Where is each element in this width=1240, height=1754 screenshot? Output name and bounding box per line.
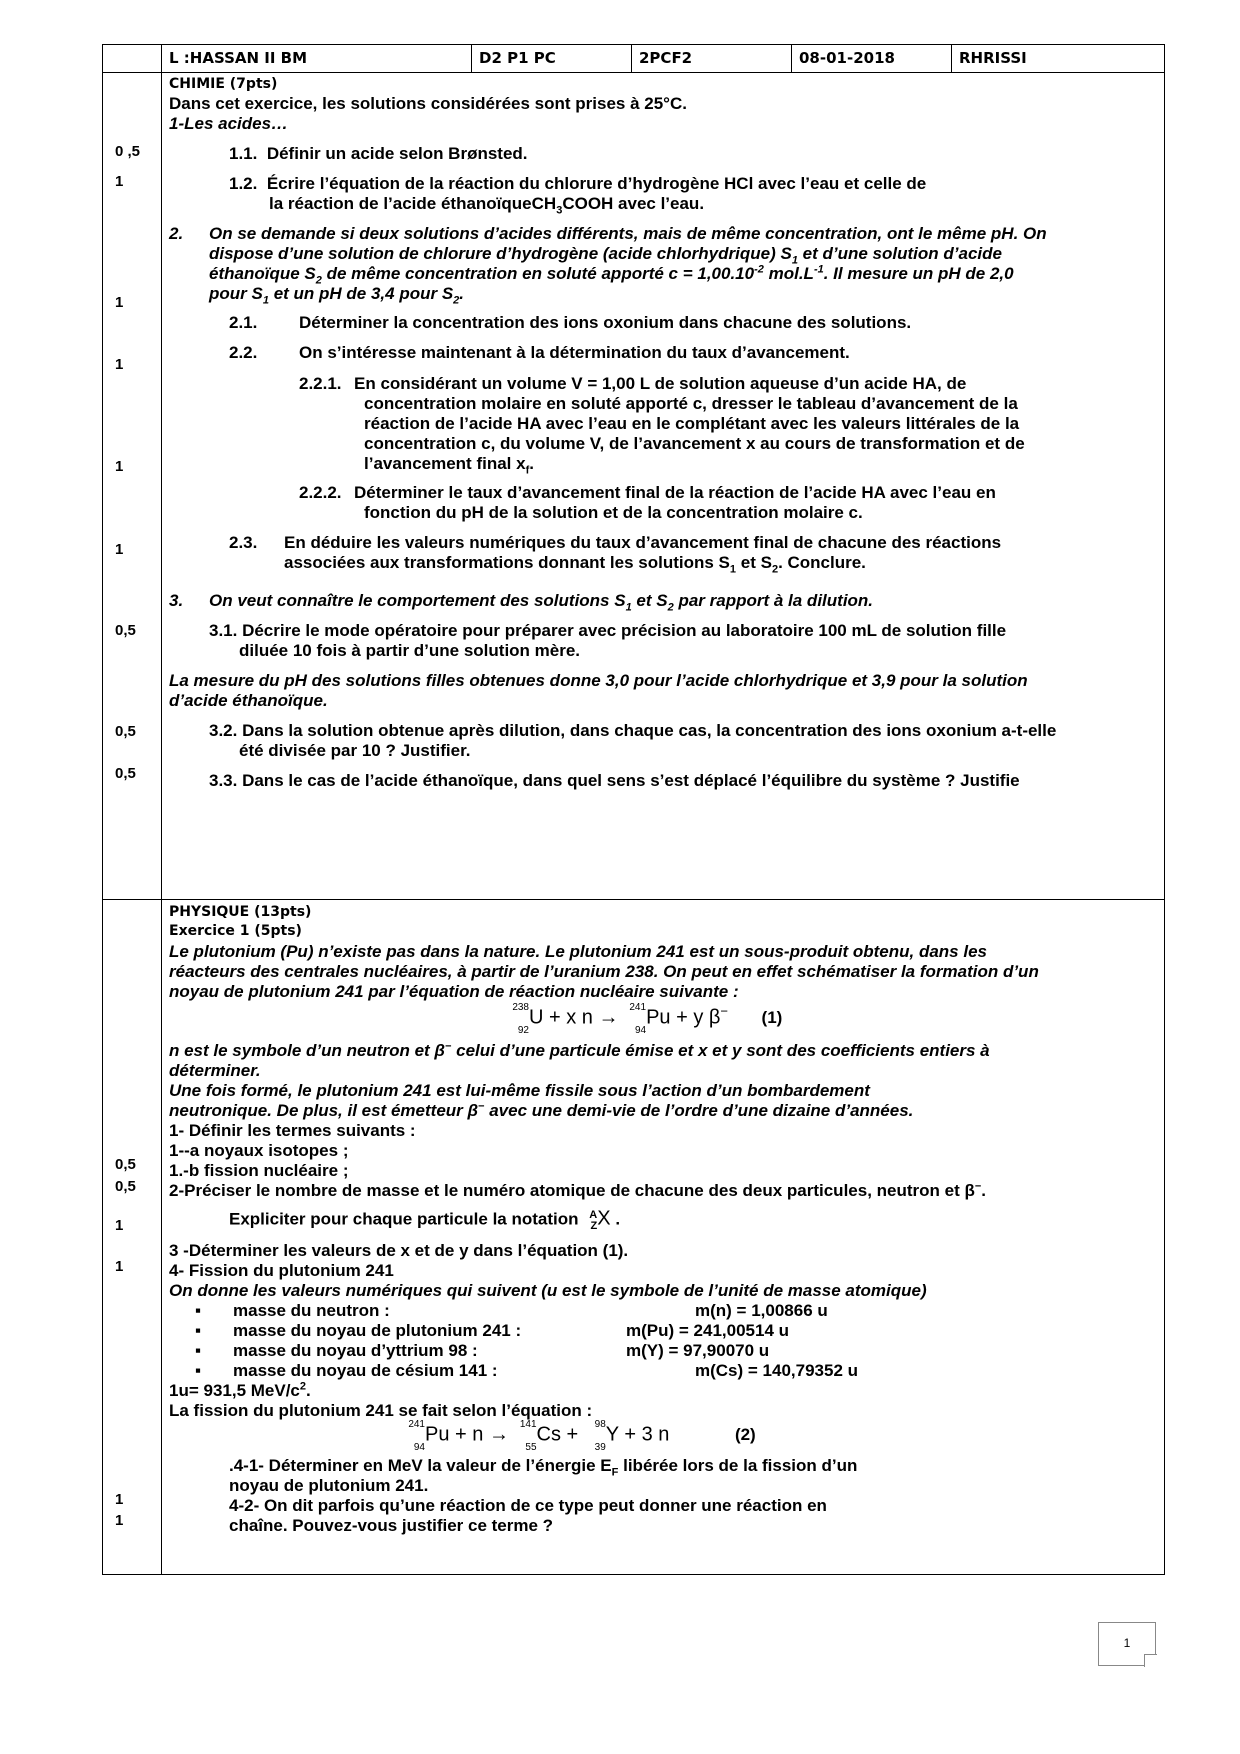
question-2-notation: Expliciter pour chaque particule la notation A Z X . bbox=[229, 1207, 621, 1232]
mass-value-plutonium: m(Pu) = 241,00514 u bbox=[626, 1321, 790, 1340]
question-1-2-line2: la réaction de l’acide éthanoïqueCH$_3$COOH avec l’eau. bbox=[269, 194, 705, 217]
points: 1 bbox=[115, 1258, 124, 1275]
points: 1 bbox=[115, 173, 124, 190]
part2-line1: On se demande si deux solutions d’acides différents, mais de même concentration, ont le même pH. On bbox=[209, 224, 1047, 243]
class-name: 2PCF2 bbox=[639, 49, 693, 67]
question-1a: 1--a noyaux isotopes ; bbox=[169, 1141, 349, 1160]
teacher-name: RHRISSI bbox=[959, 49, 1027, 67]
intro-line1: Le plutonium (Pu) n’existe pas dans la nature. Le plutonium 241 est un sous-produit obtenu, dans les bbox=[169, 942, 987, 961]
physique-title: PHYSIQUE (13pts) bbox=[169, 904, 312, 920]
points: 1 bbox=[115, 1512, 124, 1529]
question-1-2-line1: 1.2. Écrire l’équation de la réaction du chlorure d’hydrogène HCl avec l’eau et celle de bbox=[229, 174, 927, 193]
part2-num: 2. bbox=[169, 224, 184, 243]
neutron-line1: n est le symbole d’un neutron et β− celui d’une particule émise et x et y sont des coefficients entiers à bbox=[169, 1040, 990, 1060]
question-2-2-1-line4: concentration c, du volume V, de l’avancement x au cours de transformation et de bbox=[364, 434, 1025, 453]
part2-line4: pour $S_1$ et un pH de 3,4 pour $S_2$. bbox=[209, 284, 465, 307]
unit-conversion: 1u= 931,5 MeV/$c^2$. bbox=[169, 1380, 311, 1400]
nuclear-equation-1: 238 92 U + x n → 241 94 Pu + y β− (1) bbox=[512, 1002, 783, 1036]
question-2-2-1-line3: réaction de l’acide HA avec l’eau en le complétant avec les valeurs littérales de la bbox=[364, 414, 1020, 433]
question-2-2-2-num: 2.2.2. bbox=[299, 483, 342, 502]
question-2-2-1-line2: concentration molaire en soluté apporté c, dresser le tableau d’avancement de la bbox=[364, 394, 1018, 413]
header-row bbox=[103, 45, 1164, 73]
question-1: 1- Définir les termes suivants : bbox=[169, 1121, 416, 1140]
mass-value-cesium: m(Cs) = 140,79352 u bbox=[695, 1361, 859, 1380]
part3-num: 3. bbox=[169, 591, 184, 610]
question-3-1-line1: 3.1. Décrire le mode opératoire pour préparer avec précision au laboratoire 100 mL de solution fille bbox=[209, 621, 1007, 640]
question-4: 4- Fission du plutonium 241 bbox=[169, 1261, 394, 1280]
mass-label-yttrium: ▪ masse du noyau d’yttrium 98 : bbox=[233, 1340, 478, 1361]
neutron-line2: déterminer. bbox=[169, 1061, 261, 1080]
question-4-2-line1: 4-2- On dit parfois qu’une réaction de ce type peut donner une réaction en bbox=[229, 1496, 827, 1515]
mass-label-neutron: ▪ masse du neutron : bbox=[233, 1300, 390, 1321]
points: 1 bbox=[115, 458, 124, 475]
mesure-line1: La mesure du pH des solutions filles obtenues donne 3,0 pour l’acide chlorhydrique et 3,9 pour la solution bbox=[169, 671, 1028, 690]
part2-line3: éthanoïque $S_2$ de même concentration en soluté apporté $c = 1,00.10^{-2}$ $mol.L^{-1}$. Il mesure un pH de 2,0 bbox=[209, 263, 1014, 287]
points: 1 bbox=[115, 1217, 124, 1234]
points: 0,5 bbox=[115, 1156, 136, 1173]
physique-section bbox=[103, 900, 1164, 1574]
points: 0 ,5 bbox=[115, 143, 141, 160]
question-3-2-line2: été divisée par 10 ? Justifier. bbox=[239, 741, 471, 760]
fissile-line2: neutronique. De plus, il est émetteur β− avec une demi-vie de l’ordre d’une dizaine d’années. bbox=[169, 1100, 914, 1120]
question-2-2: On s’intéresse maintenant à la détermination du taux d’avancement. bbox=[299, 343, 850, 362]
question-3: 3 -Déterminer les valeurs de x et de y dans l’équation (1). bbox=[169, 1241, 629, 1260]
intro-line3: noyau de plutonium 241 par l’équation de réaction nucléaire suivante : bbox=[169, 982, 739, 1001]
mass-value-yttrium: m(Y) = 97,90070 u bbox=[626, 1341, 770, 1360]
exercise-title: Exercice 1 (5pts) bbox=[169, 923, 302, 939]
question-2-3-line1: En déduire les valeurs numériques du taux d’avancement final de chacune des réactions bbox=[284, 533, 1002, 552]
question-2-2-2-line2: fonction du pH de la solution et de la concentration molaire c. bbox=[364, 503, 863, 522]
chimie-title: CHIMIE (7pts) bbox=[169, 76, 278, 92]
question-4-1-line1: .4-1- Déterminer en MeV la valeur de l’énergie $E_F$ libérée lors de la fission d’un bbox=[229, 1456, 858, 1479]
question-2-2-num: 2.2. bbox=[229, 343, 258, 362]
points: 1 bbox=[115, 356, 124, 373]
question-2-2-1-num: 2.2.1. bbox=[299, 374, 342, 393]
part3-title: On veut connaître le comportement des solutions $S_1$ et $S_2$ par rapport à la dilution. bbox=[209, 591, 874, 614]
points: 1 bbox=[115, 1491, 124, 1508]
intro-line2: réacteurs des centrales nucléaires, à partir de l’uranium 238. On peut en effet schématiser la formation d’un bbox=[169, 962, 1039, 981]
mesure-line2: d’acide éthanoïque. bbox=[169, 691, 328, 710]
exam-code: D2 P1 PC bbox=[479, 49, 556, 67]
question-1-1: 1.1. Définir un acide selon Brønsted. bbox=[229, 144, 528, 163]
mass-label-plutonium: ▪ masse du noyau de plutonium 241 : bbox=[233, 1320, 521, 1341]
question-4-2-line2: chaîne. Pouvez-vous justifier ce terme ? bbox=[229, 1516, 554, 1535]
page-number: 1 bbox=[1098, 1622, 1156, 1666]
points: 0,5 bbox=[115, 1178, 136, 1195]
fission-equation-2: 241 94 Pu + n → 141 55 Cs + 98 39 Y + 3 n (2) bbox=[408, 1419, 756, 1453]
part1-title: 1-Les acides… bbox=[169, 114, 289, 133]
question-2-1-num: 2.1. bbox=[229, 313, 258, 332]
question-4-data: On donne les valeurs numériques qui suivent (u est le symbole de l’unité de masse atomique) bbox=[169, 1281, 927, 1300]
fission-equation-intro: La fission du plutonium 241 se fait selon l’équation : bbox=[169, 1401, 593, 1420]
school-name: L :HASSAN II BM bbox=[169, 49, 308, 67]
points: 1 bbox=[115, 541, 124, 558]
question-3-1-line2: diluée 10 fois à partir d’une solution mère. bbox=[239, 641, 581, 660]
chimie-intro: Dans cet exercice, les solutions considérées sont prises à 25°C. bbox=[169, 94, 687, 113]
question-2-1: Déterminer la concentration des ions oxonium dans chacune des solutions. bbox=[299, 313, 912, 332]
part2-line2: dispose d’une solution de chlorure d’hydrogène (acide chlorhydrique) $S_1$ et d’une solution d’acide bbox=[209, 244, 1002, 267]
points: 0,5 bbox=[115, 765, 136, 782]
question-2-2-1-line5: l’avancement final $x_f$. bbox=[364, 454, 534, 477]
question-3-3: 3.3. Dans le cas de l’acide éthanoïque, dans quel sens s’est déplacé l’équilibre du système ? Justifie bbox=[209, 771, 1020, 790]
question-2: 2-Préciser le nombre de masse et le numéro atomique de chacune des deux particules, neutron et β−. bbox=[169, 1180, 987, 1200]
points: 0,5 bbox=[115, 723, 136, 740]
question-2-2-1-line1: En considérant un volume V = 1,00 L de solution aqueuse d’un acide HA, de bbox=[354, 374, 967, 393]
exam-frame bbox=[102, 44, 1165, 1575]
fissile-line1: Une fois formé, le plutonium 241 est lui-même fissile sous l’action d’un bombardement bbox=[169, 1081, 870, 1100]
question-2-2-2-line1: Déterminer le taux d’avancement final de la réaction de l’acide HA avec l’eau en bbox=[354, 483, 996, 502]
mass-label-cesium: ▪ masse du noyau de césium 141 : bbox=[233, 1360, 498, 1381]
mass-value-neutron: m(n) = 1,00866 u bbox=[695, 1301, 828, 1320]
question-1b: 1.-b fission nucléaire ; bbox=[169, 1161, 349, 1180]
question-2-3-line2: associées aux transformations donnant les solutions $S_1$ et $S_2$. Conclure. bbox=[284, 553, 866, 576]
question-2-3-num: 2.3. bbox=[229, 533, 258, 552]
points: 0,5 bbox=[115, 622, 136, 639]
question-3-2-line1: 3.2. Dans la solution obtenue après dilution, dans chaque cas, la concentration des ions oxonium a-t-elle bbox=[209, 721, 1057, 740]
points: 1 bbox=[115, 294, 124, 311]
exam-date: 08-01-2018 bbox=[799, 49, 895, 67]
chimie-section bbox=[103, 73, 1164, 900]
question-4-1-line2: noyau de plutonium 241. bbox=[229, 1476, 429, 1495]
